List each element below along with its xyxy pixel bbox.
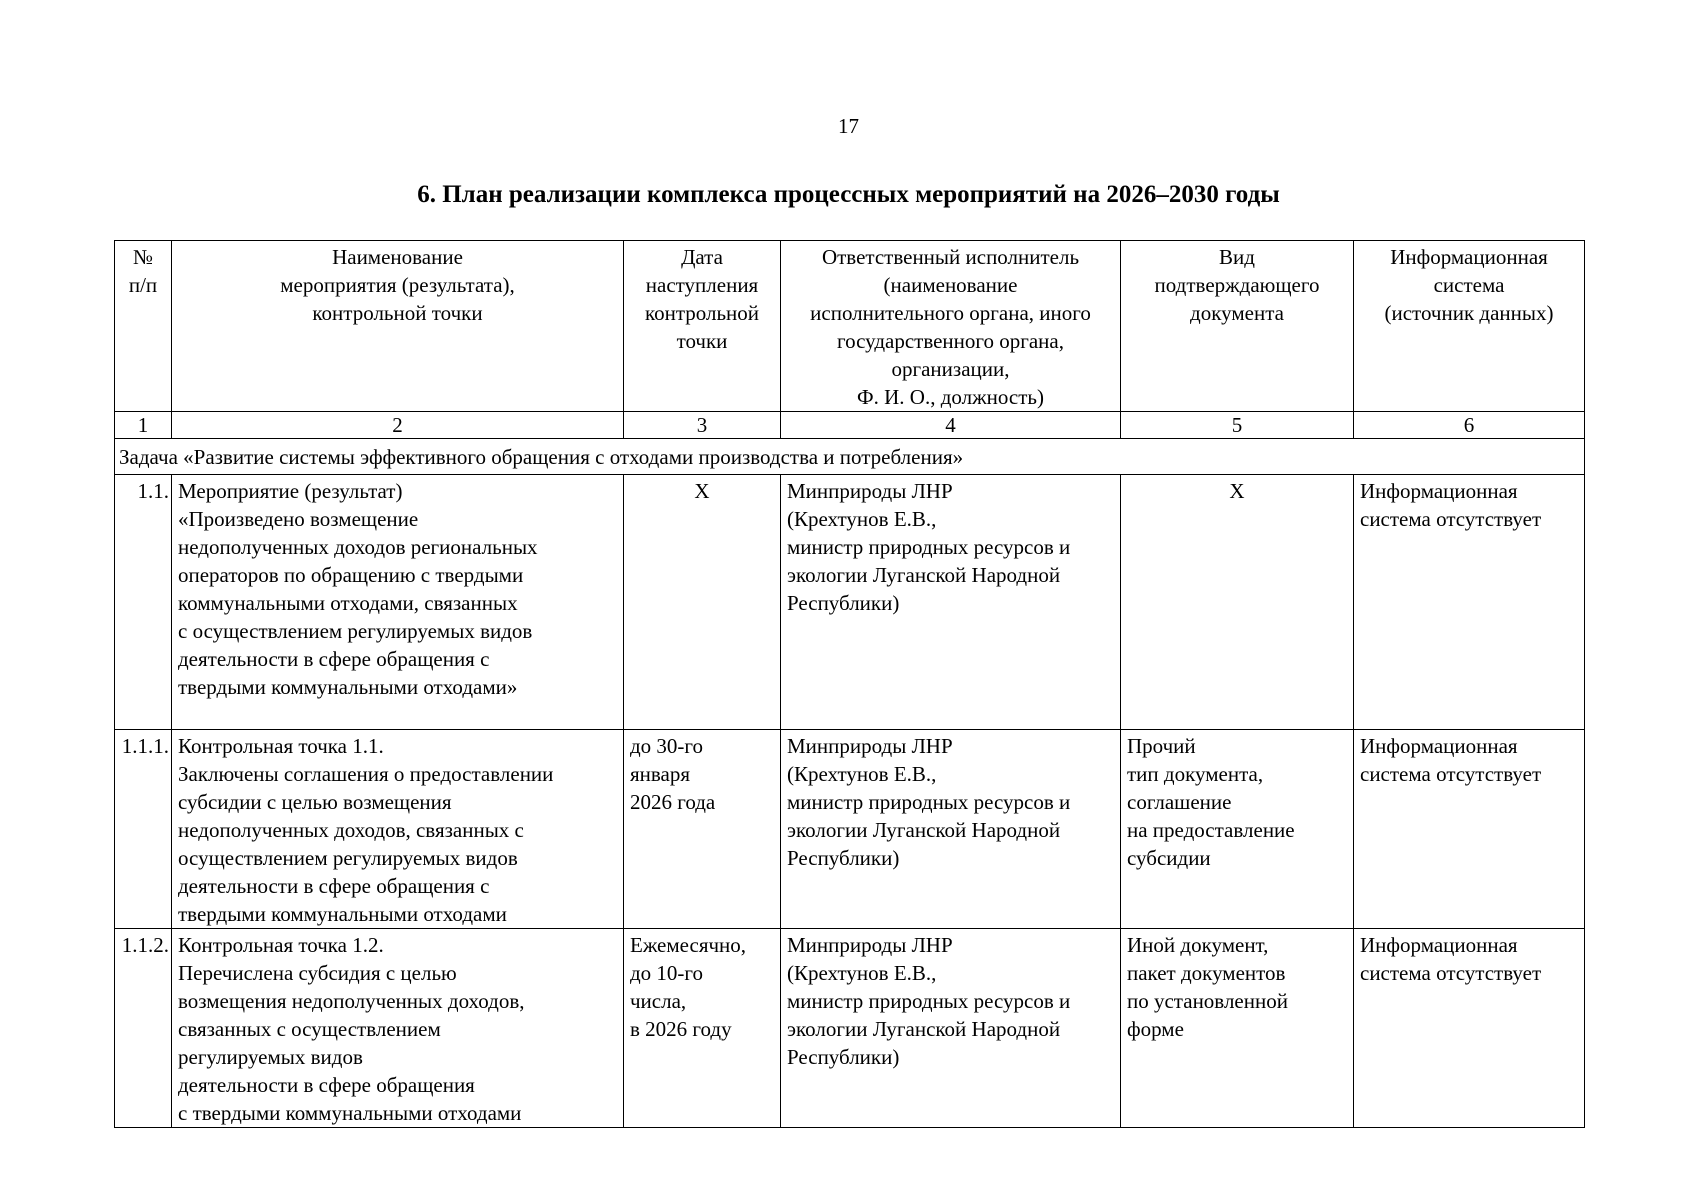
- cell-text-line: Х: [1229, 479, 1245, 503]
- cell-text-line: деятельности в сфере обращения с: [178, 874, 490, 898]
- column-number: 2: [172, 412, 624, 439]
- cell-text-line: экологии Луганской Народной: [787, 818, 1061, 842]
- cell-text-line: министр природных ресурсов и: [787, 790, 1071, 814]
- cell-text-line: до 10-го: [630, 961, 704, 985]
- cell-text-line: Прочий: [1127, 734, 1196, 758]
- cell-text-line: система отсутствует: [1360, 961, 1542, 985]
- cell-text-line: Контрольная точка 1.1.: [178, 734, 384, 758]
- cell-text-line: субсидии: [1127, 846, 1211, 870]
- row-number: 1.1.: [115, 475, 172, 730]
- cell-text-line: Заключены соглашения о предоставлении: [178, 762, 554, 786]
- table-row: [115, 475, 1585, 730]
- cell-text-line: точки: [676, 329, 728, 353]
- cell-text-line: Ф. И. О., должность): [857, 385, 1044, 409]
- page-number: 17: [838, 114, 859, 138]
- header-cell: [1354, 241, 1585, 412]
- cell-text-line: (Крехтунов Е.В.,: [787, 507, 937, 531]
- cell-text-line: Ежемесячно,: [630, 933, 747, 957]
- cell-text-line: документа: [1190, 301, 1284, 325]
- cell-text-line: Информационная: [1390, 245, 1548, 269]
- cell-text-line: недополученных доходов, связанных с: [178, 818, 524, 842]
- executor-cell: [781, 475, 1121, 730]
- cell-text-line: деятельности в сфере обращения: [178, 1073, 475, 1097]
- row-number: 1.1.2.: [115, 929, 172, 1128]
- cell-text-line: твердыми коммунальными отходами»: [178, 675, 518, 699]
- cell-text-line: до 30-го: [630, 734, 704, 758]
- measure-name-cell: [172, 730, 624, 929]
- cell-text-line: Наименование: [332, 245, 463, 269]
- cell-text-line: тип документа,: [1127, 762, 1264, 786]
- cell-text-line: подтверждающего: [1154, 273, 1320, 297]
- cell-text-line: система отсутствует: [1360, 762, 1542, 786]
- page-title: 6. План реализации комплекса процессных мероприятий на 2026–2030 годы: [417, 181, 1280, 208]
- cell-text-line: пакет документов: [1127, 961, 1286, 985]
- cell-text-line: соглашение: [1127, 790, 1232, 814]
- cell-text-line: система: [1433, 273, 1505, 297]
- cell-text-line: экологии Луганской Народной: [787, 563, 1061, 587]
- header-cell: [624, 241, 781, 412]
- info-system-cell: [1354, 929, 1585, 1128]
- cell-text-line: «Произведено возмещение: [178, 507, 419, 531]
- column-number: 5: [1121, 412, 1354, 439]
- document-cell: [1121, 475, 1354, 730]
- date-cell: [624, 730, 781, 929]
- cell-text-line: Мероприятие (результат): [178, 479, 403, 503]
- cell-text-line: твердыми коммунальными отходами: [178, 902, 507, 926]
- cell-text-line: недополученных доходов региональных: [178, 535, 538, 559]
- executor-cell: [781, 730, 1121, 929]
- task-cell: Задача «Развитие системы эффективного обращения с отходами производства и потребления»: [115, 439, 1585, 475]
- cell-text-line: с твердыми коммунальными отходами: [178, 1101, 522, 1125]
- cell-text-line: Вид: [1219, 245, 1255, 269]
- plan-table: [114, 240, 1585, 1128]
- date-cell: [624, 475, 781, 730]
- table-row: [115, 730, 1585, 929]
- cell-text-line: (наименование: [883, 273, 1018, 297]
- cell-text-line: (источник данных): [1384, 301, 1554, 325]
- cell-text-line: коммунальными отходами, связанных: [178, 591, 518, 615]
- column-number: 4: [781, 412, 1121, 439]
- task-row: [115, 439, 1585, 475]
- table-header-row: [115, 241, 1585, 412]
- cell-text-line: на предоставление: [1127, 818, 1295, 842]
- cell-text-line: числа,: [630, 989, 687, 1013]
- document-cell: [1121, 929, 1354, 1128]
- cell-text-line: 2026 года: [630, 790, 716, 814]
- cell-text-line: Минприроды ЛНР: [787, 933, 953, 957]
- cell-text-line: п/п: [128, 273, 158, 297]
- column-number: 3: [624, 412, 781, 439]
- cell-text-line: возмещения недополученных доходов,: [178, 989, 525, 1013]
- executor-cell: [781, 929, 1121, 1128]
- cell-text-line: связанных с осуществлением: [178, 1017, 441, 1041]
- cell-text-line: регулируемых видов: [178, 1045, 363, 1069]
- column-number: 1: [115, 412, 172, 439]
- header-cell: [781, 241, 1121, 412]
- cell-text-line: Перечислена субсидия с целью: [178, 961, 457, 985]
- document-cell: [1121, 730, 1354, 929]
- cell-text-line: (Крехтунов Е.В.,: [787, 762, 937, 786]
- cell-text-line: Ответственный исполнитель: [821, 245, 1080, 269]
- cell-text-line: исполнительного органа, иного: [810, 301, 1091, 325]
- cell-text-line: Информационная: [1360, 479, 1518, 503]
- cell-text-line: Информационная: [1360, 933, 1518, 957]
- cell-text-line: форме: [1127, 1017, 1184, 1041]
- cell-text-line: в 2026 году: [630, 1017, 732, 1041]
- column-number-row: [115, 412, 1585, 439]
- cell-text-line: Минприроды ЛНР: [787, 734, 953, 758]
- cell-text-line: субсидии с целью возмещения: [178, 790, 452, 814]
- cell-text-line: контрольной точки: [312, 301, 483, 325]
- cell-text-line: контрольной: [644, 301, 760, 325]
- cell-text-line: операторов по обращению с твердыми: [178, 563, 524, 587]
- cell-text-line: экологии Луганской Народной: [787, 1017, 1061, 1041]
- measure-name-cell: [172, 475, 624, 730]
- cell-text-line: Дата: [681, 245, 723, 269]
- cell-text-line: Республики): [787, 1045, 900, 1069]
- table-row: [115, 929, 1585, 1128]
- cell-text-line: Республики): [787, 591, 900, 615]
- info-system-cell: [1354, 730, 1585, 929]
- column-number: 6: [1354, 412, 1585, 439]
- row-number: 1.1.1.: [115, 730, 172, 929]
- cell-text-line: наступления: [645, 273, 759, 297]
- cell-text-line: января: [630, 762, 691, 786]
- cell-text-line: с осуществлением регулируемых видов: [178, 619, 533, 643]
- cell-text-line: Иной документ,: [1127, 933, 1269, 957]
- cell-text-line: государственного органа,: [836, 329, 1064, 353]
- cell-text-line: осуществлением регулируемых видов: [178, 846, 518, 870]
- header-cell: [115, 241, 172, 412]
- cell-text-line: деятельности в сфере обращения с: [178, 647, 490, 671]
- cell-text-line: Контрольная точка 1.2.: [178, 933, 384, 957]
- info-system-cell: [1354, 475, 1585, 730]
- cell-text-line: система отсутствует: [1360, 507, 1542, 531]
- measure-name-cell: [172, 929, 624, 1128]
- cell-text-line: организации,: [891, 357, 1010, 381]
- cell-text-line: №: [132, 245, 154, 269]
- cell-text-line: министр природных ресурсов и: [787, 535, 1071, 559]
- cell-text-line: по установленной: [1127, 989, 1288, 1013]
- cell-text-line: Минприроды ЛНР: [787, 479, 953, 503]
- date-cell: [624, 929, 781, 1128]
- header-cell: [172, 241, 624, 412]
- cell-text-line: Республики): [787, 846, 900, 870]
- cell-text-line: Информационная: [1360, 734, 1518, 758]
- cell-text-line: (Крехтунов Е.В.,: [787, 961, 937, 985]
- cell-text-line: Х: [694, 479, 710, 503]
- cell-text-line: министр природных ресурсов и: [787, 989, 1071, 1013]
- header-cell: [1121, 241, 1354, 412]
- cell-text-line: мероприятия (результата),: [280, 273, 515, 297]
